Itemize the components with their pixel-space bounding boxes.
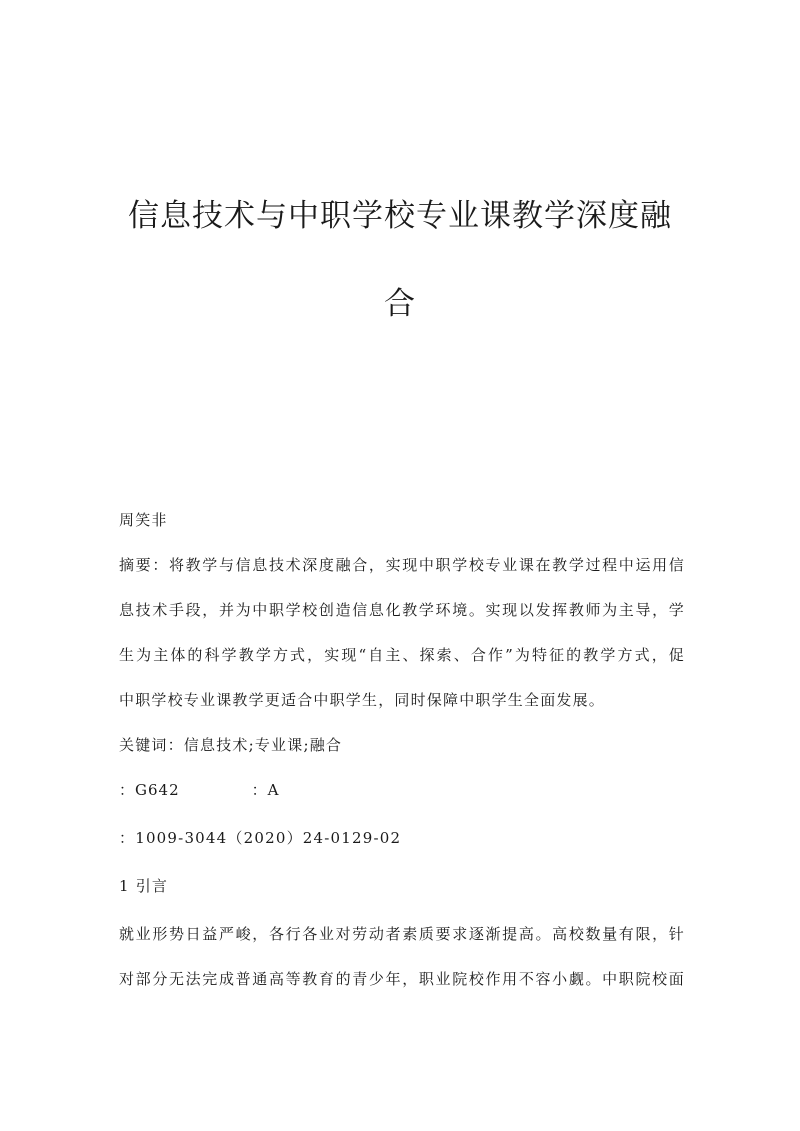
abstract-line-4: 中职学校专业课教学更适合中职学生，同时保障中职学生全面发展。 [119, 691, 606, 709]
paper-title-line-1: 信息技术与中职学校专业课教学深度融 [128, 198, 672, 234]
intro-line-1: 就业形势日益严峻，各行各业对劳动者素质要求逐渐提高。高校数量有限，针 [119, 925, 685, 943]
paper-title-line-2: 合 [384, 286, 416, 322]
author-name: 周笑非 [119, 511, 168, 529]
classification-row [119, 780, 279, 800]
clc-number: ：G642 [119, 781, 180, 799]
keywords: 关键词：信息技术;专业课;融合 [119, 736, 343, 754]
abstract-line-2: 息技术手段，并为中职学校创造信息化教学环境。实现以发挥教师为主导，学 [119, 601, 685, 619]
abstract-line-3: 生为主体的科学教学方式，实现“自主、探索、合作”为特征的教学方式，促 [119, 646, 685, 664]
document-code: ：A [251, 781, 280, 799]
abstract-line-1: 摘要：将教学与信息技术深度融合，实现中职学校专业课在教学过程中运用信 [119, 556, 685, 574]
article-id: ：1009-3044（2020）24-0129-02 [119, 829, 402, 847]
intro-line-2: 对部分无法完成普通高等教育的青少年，职业院校作用不容小觑。中职院校面 [119, 970, 685, 988]
section-heading: 1 引言 [119, 877, 169, 895]
